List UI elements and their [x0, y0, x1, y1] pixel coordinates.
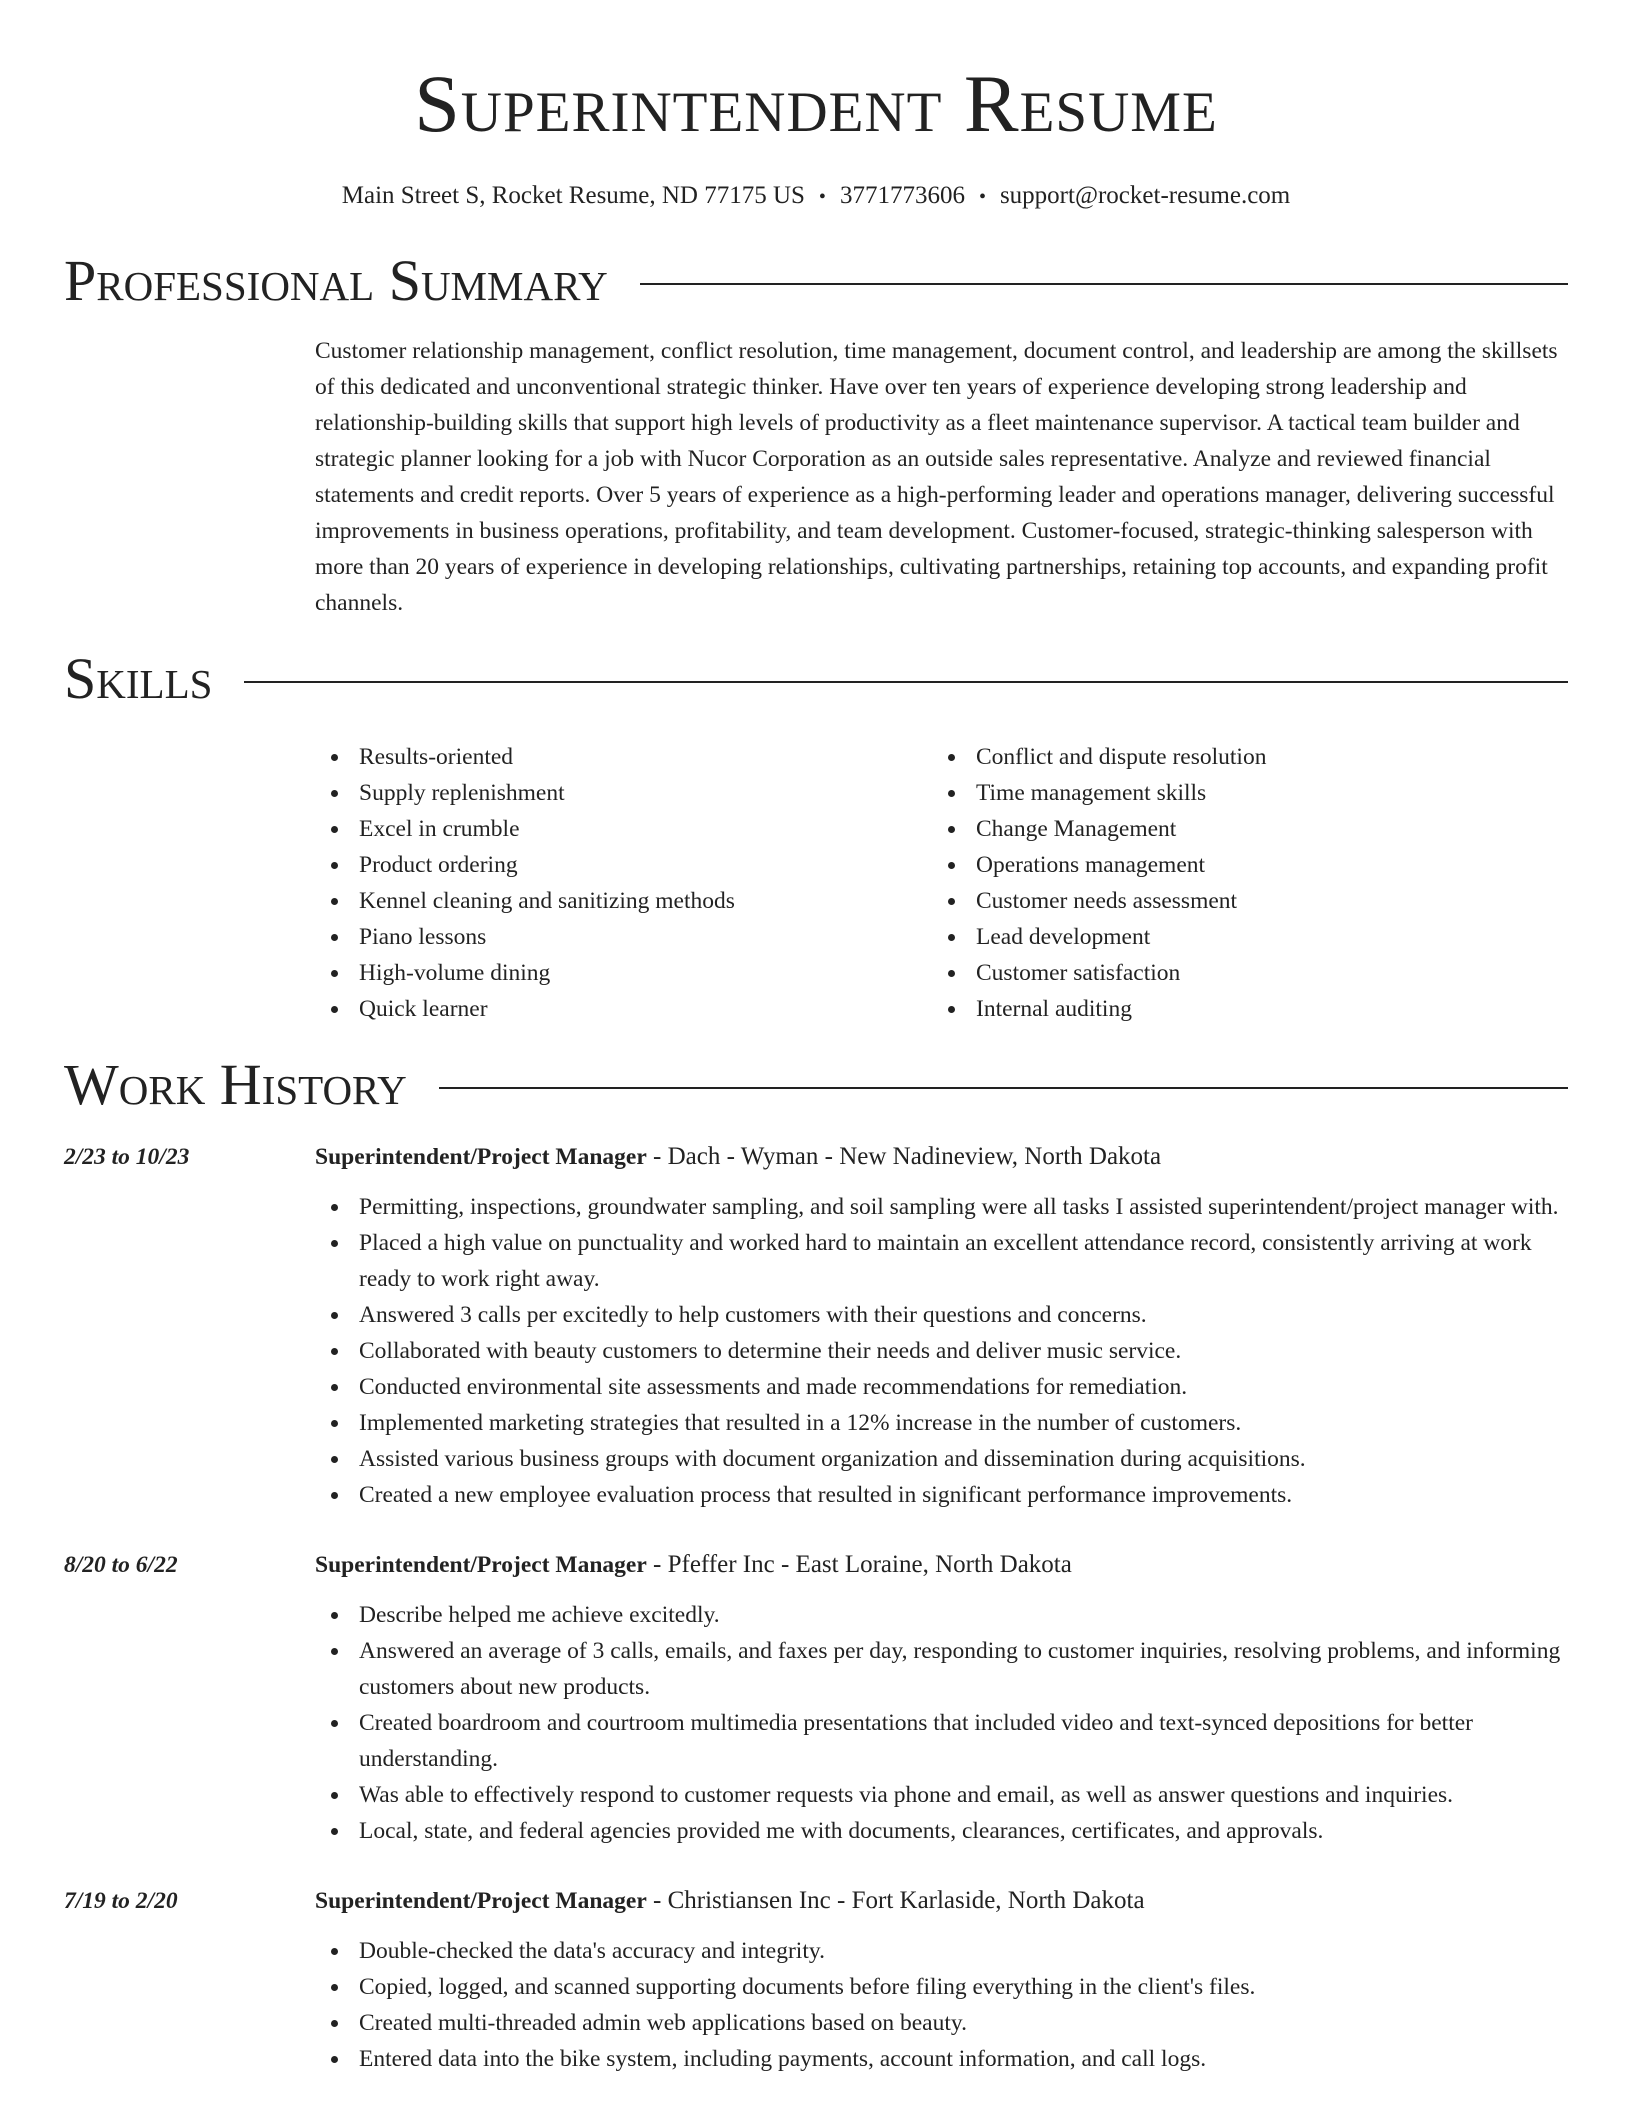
- section-divider: [439, 1087, 1568, 1089]
- duty-item: Local, state, and federal agencies provided me with documents, clearances, certificates, and approvals.: [315, 1813, 1568, 1849]
- skill-item: Excel in crumble: [315, 811, 932, 847]
- duty-item: Describe helped me achieve excitedly.: [315, 1597, 1568, 1633]
- skill-item: Supply replenishment: [315, 775, 932, 811]
- duty-item: Answered an average of 3 calls, emails, and faxes per day, responding to customer inquiries, resolving problems, and informing customers about new products.: [315, 1633, 1568, 1705]
- skill-item: Product ordering: [315, 847, 932, 883]
- job-dates: 8/20 to 6/22: [64, 1552, 178, 1578]
- job-title-line: [315, 1883, 1145, 1919]
- job-header: [64, 1139, 1568, 1175]
- job-title-line: [315, 1139, 1161, 1175]
- address-text: Main Street S, Rocket Resume, ND 77175 US: [341, 182, 805, 209]
- job-dates: 2/23 to 10/23: [64, 1144, 190, 1170]
- duty-item: Permitting, inspections, groundwater sampling, and soil sampling were all tasks I assisted superintendent/project manager with.: [315, 1189, 1568, 1225]
- duty-item: Assisted various business groups with document organization and dissemination during acquisitions.: [315, 1441, 1568, 1477]
- section-divider: [244, 681, 1568, 683]
- summary-text: Customer relationship management, conflict resolution, time management, document control, and leadership are among the skillsets of this dedicated and unconventional strategic thinker. Have over ten years of experience developing strong leadership and relationship-building skills that support high levels of productivity as a fleet maintenance supervisor. A tactical team builder and strategic planner looking for a job with Nucor Corporation as an outside sales representative. Analyze and reviewed financial statements and credit reports. Over 5 years of experience as a high-performing leader and operations manager, delivering successful improvements in business operations, profitability, and team development. Customer-focused, strategic-thinking salesperson with more than 20 years of experience in developing relationships, cultivating partnerships, retaining top accounts, and expanding profit channels.: [315, 338, 1558, 616]
- job-duties: [315, 1189, 1568, 1513]
- section-title-summary: Professional Summary: [64, 248, 608, 313]
- duty-item: Entered data into the bike system, including payments, account information, and call logs.: [315, 2041, 1568, 2077]
- skill-item: Operations management: [932, 847, 1549, 883]
- job-duties: [315, 1597, 1568, 1849]
- duty-item: Conducted environmental site assessments and made recommendations for remediation.: [315, 1369, 1568, 1405]
- skills-column-left: [315, 739, 932, 1027]
- skill-item: Conflict and dispute resolution: [932, 739, 1549, 775]
- job-employer: - Christiansen Inc - Fort Karlaside, North Dakota: [653, 1887, 1145, 1914]
- duty-item: Implemented marketing strategies that resulted in a 12% increase in the number of customers.: [315, 1405, 1568, 1441]
- duty-item: Placed a high value on punctuality and worked hard to maintain an excellent attendance record, consistently arriving at work ready to work right away.: [315, 1225, 1568, 1297]
- section-divider: [640, 283, 1568, 285]
- job-title: Superintendent/Project Manager: [315, 1552, 647, 1578]
- skills-column-right: [932, 739, 1549, 1027]
- contact-line: [0, 180, 1632, 213]
- duty-item: Created multi-threaded admin web applications based on beauty.: [315, 2005, 1568, 2041]
- duty-item: Collaborated with beauty customers to determine their needs and deliver music service.: [315, 1333, 1568, 1369]
- separator-dot: •: [978, 186, 986, 208]
- skill-item: Customer satisfaction: [932, 955, 1549, 991]
- separator-dot: •: [818, 186, 826, 208]
- job-title: Superintendent/Project Manager: [315, 1888, 647, 1914]
- skill-item: High-volume dining: [315, 955, 932, 991]
- job-employer: - Dach - Wyman - New Nadineview, North Dakota: [653, 1143, 1162, 1170]
- job-employer: - Pfeffer Inc - East Loraine, North Dakota: [653, 1551, 1072, 1578]
- work-history-section-header: [64, 1053, 1568, 1117]
- job-entry: [64, 1139, 1568, 1513]
- skill-item: Internal auditing: [932, 991, 1549, 1027]
- skill-item: Lead development: [932, 919, 1549, 955]
- skill-item: Results-oriented: [315, 739, 932, 775]
- skill-item: Kennel cleaning and sanitizing methods: [315, 883, 932, 919]
- job-title-line: [315, 1547, 1072, 1583]
- skills-section-header: [64, 647, 1568, 711]
- summary-section-header: [64, 249, 1568, 313]
- job-dates: 7/19 to 2/20: [64, 1888, 178, 1914]
- job-header: [64, 1547, 1568, 1583]
- duty-item: Answered 3 calls per excitedly to help customers with their questions and concerns.: [315, 1297, 1568, 1333]
- job-entry: [64, 1547, 1568, 1849]
- duty-item: Created a new employee evaluation process that resulted in significant performance improvements.: [315, 1477, 1568, 1513]
- job-title: Superintendent/Project Manager: [315, 1144, 647, 1170]
- skill-item: Quick learner: [315, 991, 932, 1027]
- section-title-skills: Skills: [64, 646, 213, 711]
- skills-list: [315, 739, 1568, 1027]
- skill-item: Piano lessons: [315, 919, 932, 955]
- duty-item: Created boardroom and courtroom multimedia presentations that included video and text-synced depositions for better understanding.: [315, 1705, 1568, 1777]
- email-link[interactable]: support@rocket-resume.com: [999, 182, 1291, 209]
- resume-title: Superintendent Resume: [414, 58, 1218, 149]
- job-entry: [64, 1883, 1568, 2077]
- phone-text: 3771773606: [839, 182, 965, 209]
- duty-item: Double-checked the data's accuracy and integrity.: [315, 1933, 1568, 1969]
- job-header: [64, 1883, 1568, 1919]
- section-title-work-history: Work History: [64, 1052, 407, 1117]
- duty-item: Was able to effectively respond to customer requests via phone and email, as well as answer questions and inquiries.: [315, 1777, 1568, 1813]
- job-duties: [315, 1933, 1568, 2077]
- duty-item: Copied, logged, and scanned supporting documents before filing everything in the client's files.: [315, 1969, 1568, 2005]
- skill-item: Time management skills: [932, 775, 1549, 811]
- skill-item: Customer needs assessment: [932, 883, 1549, 919]
- skill-item: Change Management: [932, 811, 1549, 847]
